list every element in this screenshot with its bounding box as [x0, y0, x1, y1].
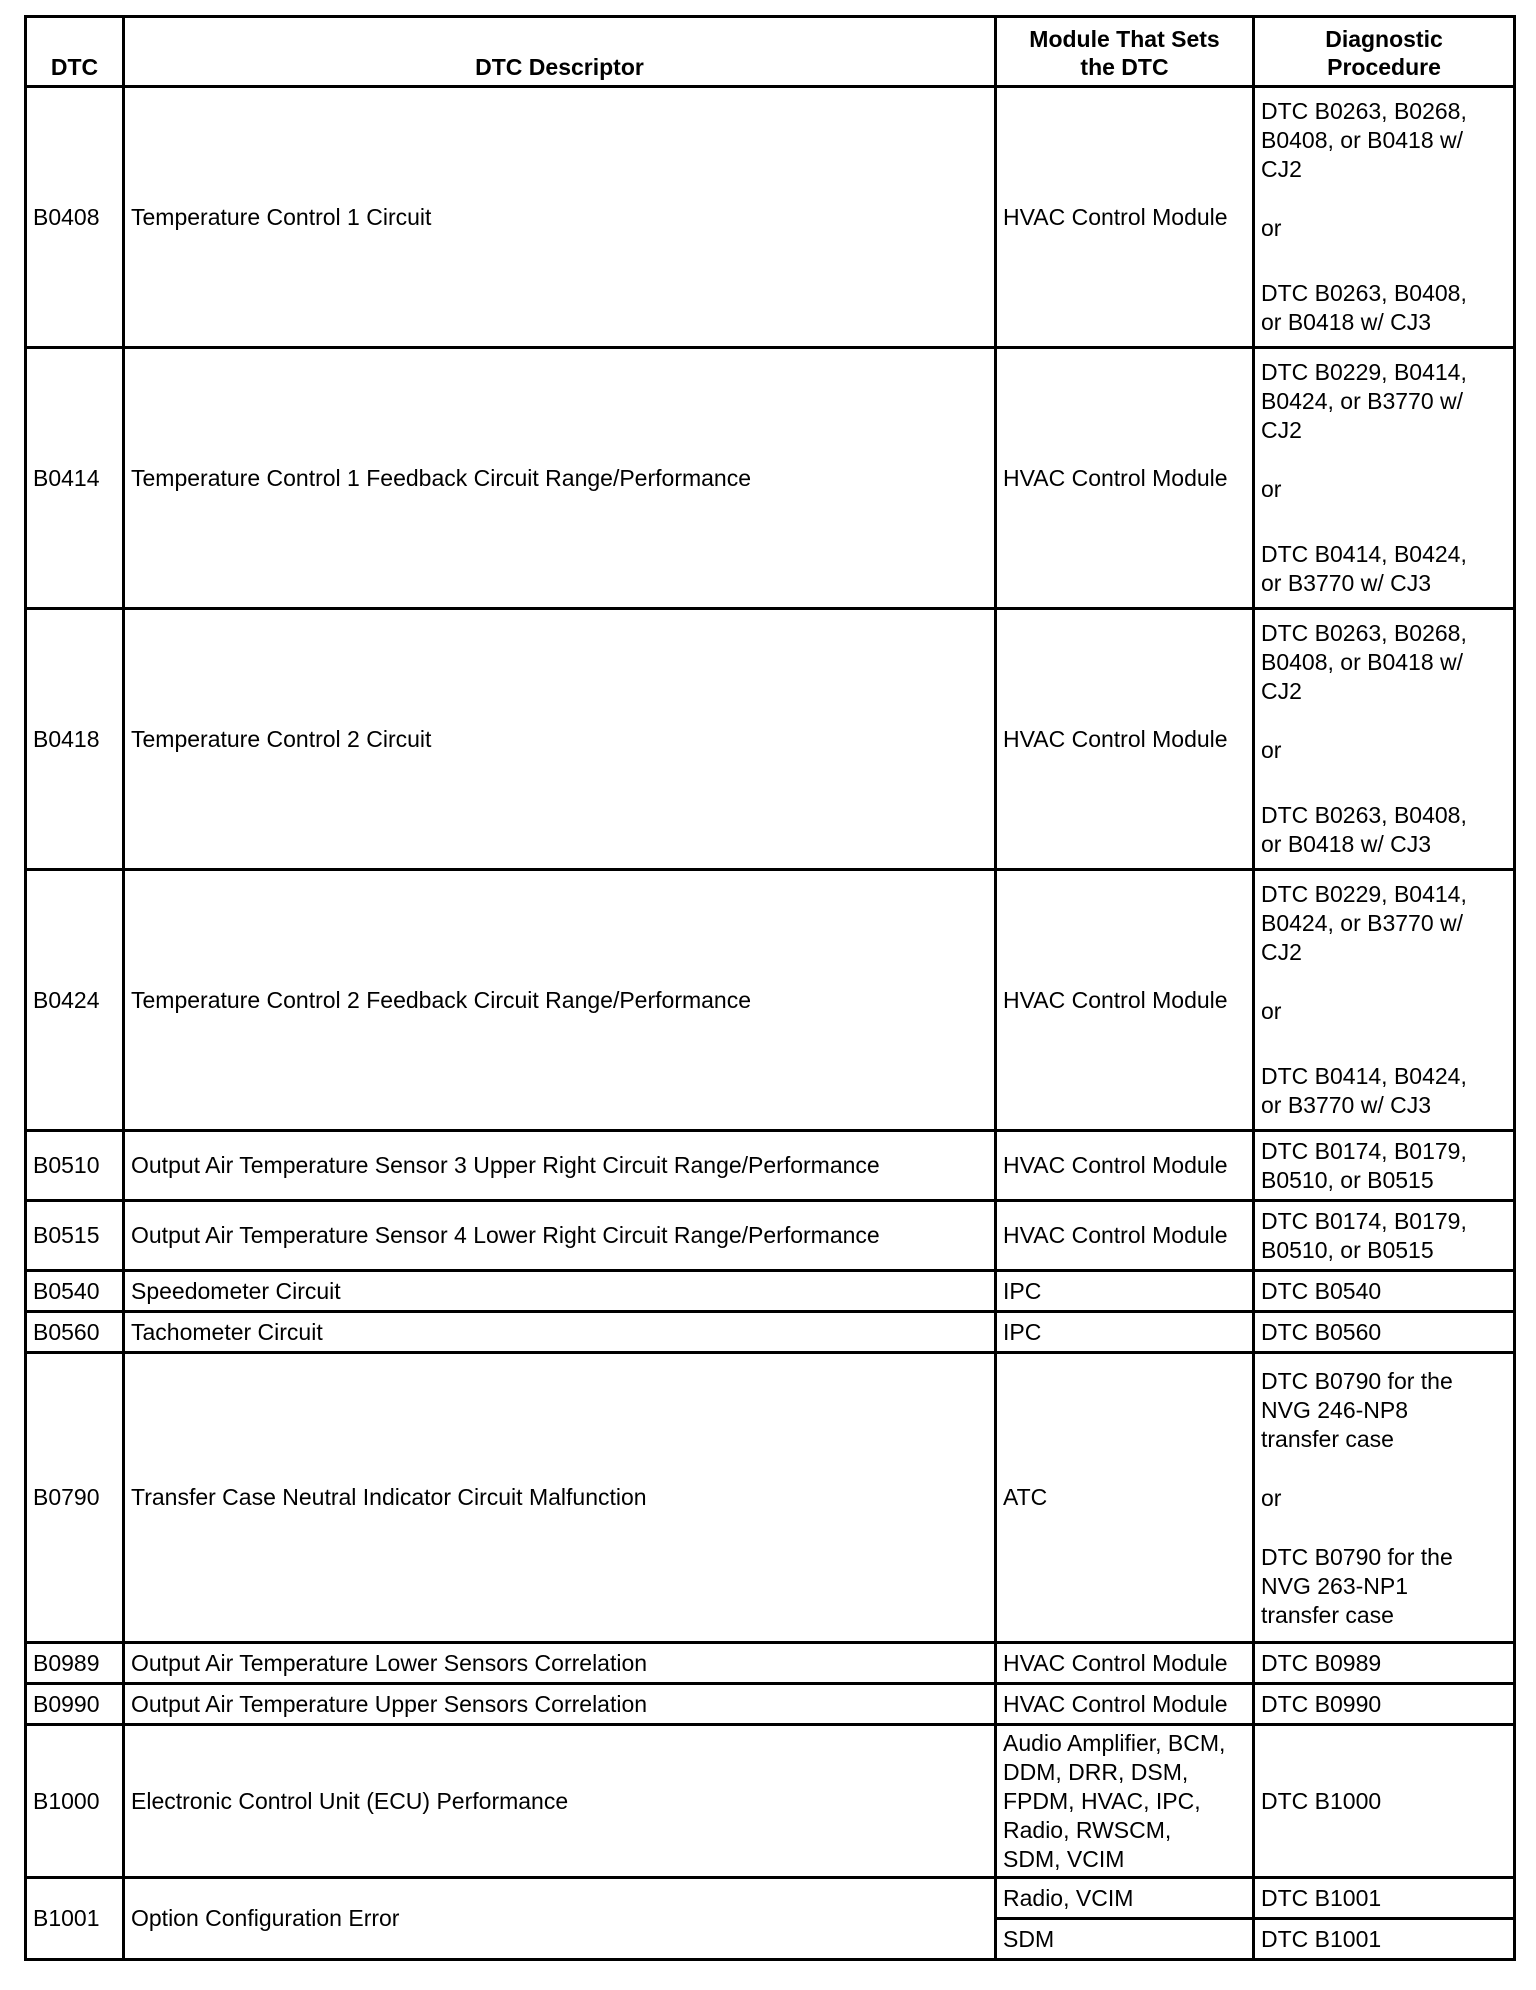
module-line: DDM, DRR, DSM,: [1003, 1758, 1189, 1785]
module-line: FPDM, HVAC, IPC,: [1003, 1787, 1201, 1814]
dtc-code: B0540: [26, 1271, 124, 1312]
header-descriptor: DTC Descriptor: [124, 17, 996, 87]
dtc-descriptor: Output Air Temperature Sensor 4 Lower Right Circuit Range/Performance: [124, 1201, 996, 1271]
diagnostic-procedure: DTC B1001: [1254, 1919, 1515, 1960]
dtc-code: B0989: [26, 1643, 124, 1684]
procedure-line: B0408, or B0418 w/: [1261, 649, 1464, 675]
table-row: [26, 609, 1515, 870]
procedure-line: CJ2: [1261, 939, 1302, 965]
dtc-module: ATC: [996, 1353, 1254, 1643]
dtc-code: B0990: [26, 1684, 124, 1725]
procedure-line: DTC B0263, B0408,: [1261, 280, 1467, 306]
procedure-line: DTC B0263, B0268,: [1261, 620, 1467, 646]
dtc-descriptor: Option Configuration Error: [124, 1878, 996, 1960]
dtc-code: B0510: [26, 1131, 124, 1201]
dtc-descriptor: Temperature Control 2 Feedback Circuit Range/Performance: [124, 870, 996, 1131]
procedure-line: DTC B0414, B0424,: [1261, 541, 1467, 567]
dtc-code: B0424: [26, 870, 124, 1131]
procedure-line: B0510, or B0515: [1261, 1166, 1434, 1193]
dtc-descriptor: Speedometer Circuit: [124, 1271, 996, 1312]
dtc-module: HVAC Control Module: [996, 348, 1254, 609]
table-row: [26, 1725, 1515, 1878]
procedure-line: DTC B0263, B0408,: [1261, 802, 1467, 828]
dtc-descriptor: Temperature Control 1 Feedback Circuit Range/Performance: [124, 348, 996, 609]
dtc-module: IPC: [996, 1312, 1254, 1353]
procedure-line: B0424, or B3770 w/: [1261, 910, 1464, 936]
diagnostic-procedure: DTC B1000: [1254, 1725, 1515, 1878]
table-row: [26, 1131, 1515, 1201]
dtc-descriptor: Electronic Control Unit (ECU) Performance: [124, 1725, 996, 1878]
header-module-line: the DTC: [1080, 54, 1169, 80]
dtc-code: B0560: [26, 1312, 124, 1353]
dtc-module: HVAC Control Module: [996, 87, 1254, 348]
header-procedure-line: Procedure: [1327, 54, 1441, 80]
diagnostic-procedure: [1254, 1201, 1515, 1271]
header-procedure-line: Diagnostic: [1325, 26, 1443, 52]
dtc-descriptor: Temperature Control 2 Circuit: [124, 609, 996, 870]
procedure-line: B0510, or B0515: [1261, 1236, 1434, 1263]
procedure-line: DTC B0229, B0414,: [1261, 881, 1467, 907]
procedure-line: or B3770 w/ CJ3: [1261, 570, 1432, 596]
dtc-code: B0408: [26, 87, 124, 348]
dtc-module: HVAC Control Module: [996, 1684, 1254, 1725]
table-row: [26, 87, 1515, 348]
dtc-table: [24, 15, 1516, 1961]
module-line: SDM, VCIM: [1003, 1845, 1125, 1872]
procedure-line: DTC B0174, B0179,: [1261, 1207, 1467, 1234]
dtc-module: [996, 1725, 1254, 1878]
procedure-line: or B3770 w/ CJ3: [1261, 1092, 1432, 1118]
table-row: [26, 1684, 1515, 1725]
table-row: [26, 1353, 1515, 1643]
dtc-module: HVAC Control Module: [996, 870, 1254, 1131]
procedure-or: or: [1261, 737, 1282, 763]
procedure-line: or B0418 w/ CJ3: [1261, 831, 1432, 857]
dtc-code: B0418: [26, 609, 124, 870]
header-dtc: DTC: [26, 17, 124, 87]
procedure-line: NVG 263-NP1: [1261, 1573, 1409, 1599]
dtc-module: SDM: [996, 1919, 1254, 1960]
dtc-descriptor: Tachometer Circuit: [124, 1312, 996, 1353]
procedure-line: CJ2: [1261, 678, 1302, 704]
dtc-module: IPC: [996, 1271, 1254, 1312]
diagnostic-procedure: [1254, 1131, 1515, 1201]
diagnostic-procedure: DTC B1001: [1254, 1878, 1515, 1919]
procedure-line: NVG 246-NP8: [1261, 1397, 1409, 1423]
procedure-line: DTC B0414, B0424,: [1261, 1063, 1467, 1089]
dtc-code: B1001: [26, 1878, 124, 1960]
table-row: [26, 1201, 1515, 1271]
procedure-line: DTC B0790 for the: [1261, 1368, 1453, 1394]
dtc-module: HVAC Control Module: [996, 1643, 1254, 1684]
header-module-line: Module That Sets: [1029, 26, 1220, 52]
module-line: Radio, RWSCM,: [1003, 1816, 1172, 1843]
diagnostic-procedure: DTC B0540: [1254, 1271, 1515, 1312]
table-header-row: [26, 17, 1515, 87]
diagnostic-procedure: [1254, 87, 1515, 348]
procedure-or: or: [1261, 1485, 1282, 1511]
dtc-module: Radio, VCIM: [996, 1878, 1254, 1919]
procedure-or: or: [1261, 998, 1282, 1024]
diagnostic-procedure: DTC B0560: [1254, 1312, 1515, 1353]
dtc-descriptor: Temperature Control 1 Circuit: [124, 87, 996, 348]
diagnostic-procedure: [1254, 1353, 1515, 1643]
dtc-code: B0515: [26, 1201, 124, 1271]
procedure-line: transfer case: [1261, 1426, 1394, 1452]
dtc-module: HVAC Control Module: [996, 1201, 1254, 1271]
procedure-line: DTC B0263, B0268,: [1261, 98, 1467, 124]
procedure-line: DTC B0229, B0414,: [1261, 359, 1467, 385]
procedure-line: DTC B0174, B0179,: [1261, 1137, 1467, 1164]
table-row: [26, 870, 1515, 1131]
dtc-descriptor: Output Air Temperature Upper Sensors Correlation: [124, 1684, 996, 1725]
table-row: [26, 1878, 1515, 1919]
procedure-line: DTC B0790 for the: [1261, 1544, 1453, 1570]
dtc-code: B0414: [26, 348, 124, 609]
diagnostic-procedure: [1254, 609, 1515, 870]
table-row: [26, 1312, 1515, 1353]
dtc-code: B1000: [26, 1725, 124, 1878]
table-row: [26, 1271, 1515, 1312]
dtc-descriptor: Output Air Temperature Sensor 3 Upper Right Circuit Range/Performance: [124, 1131, 996, 1201]
dtc-module: HVAC Control Module: [996, 1131, 1254, 1201]
procedure-line: CJ2: [1261, 156, 1302, 182]
procedure-line: B0408, or B0418 w/: [1261, 127, 1464, 153]
procedure-line: or B0418 w/ CJ3: [1261, 309, 1432, 335]
diagnostic-procedure: [1254, 870, 1515, 1131]
procedure-or: or: [1261, 476, 1282, 502]
diagnostic-procedure: DTC B0989: [1254, 1643, 1515, 1684]
table-row: [26, 1643, 1515, 1684]
diagnostic-procedure: DTC B0990: [1254, 1684, 1515, 1725]
dtc-module: HVAC Control Module: [996, 609, 1254, 870]
procedure-line: CJ2: [1261, 417, 1302, 443]
table-row: [26, 348, 1515, 609]
dtc-code: B0790: [26, 1353, 124, 1643]
dtc-descriptor: Output Air Temperature Lower Sensors Correlation: [124, 1643, 996, 1684]
procedure-or: or: [1261, 215, 1282, 241]
diagnostic-procedure: [1254, 348, 1515, 609]
dtc-descriptor: Transfer Case Neutral Indicator Circuit Malfunction: [124, 1353, 996, 1643]
procedure-line: B0424, or B3770 w/: [1261, 388, 1464, 414]
procedure-line: transfer case: [1261, 1602, 1394, 1628]
header-procedure: [1254, 17, 1515, 87]
module-line: Audio Amplifier, BCM,: [1003, 1729, 1226, 1756]
header-module: [996, 17, 1254, 87]
